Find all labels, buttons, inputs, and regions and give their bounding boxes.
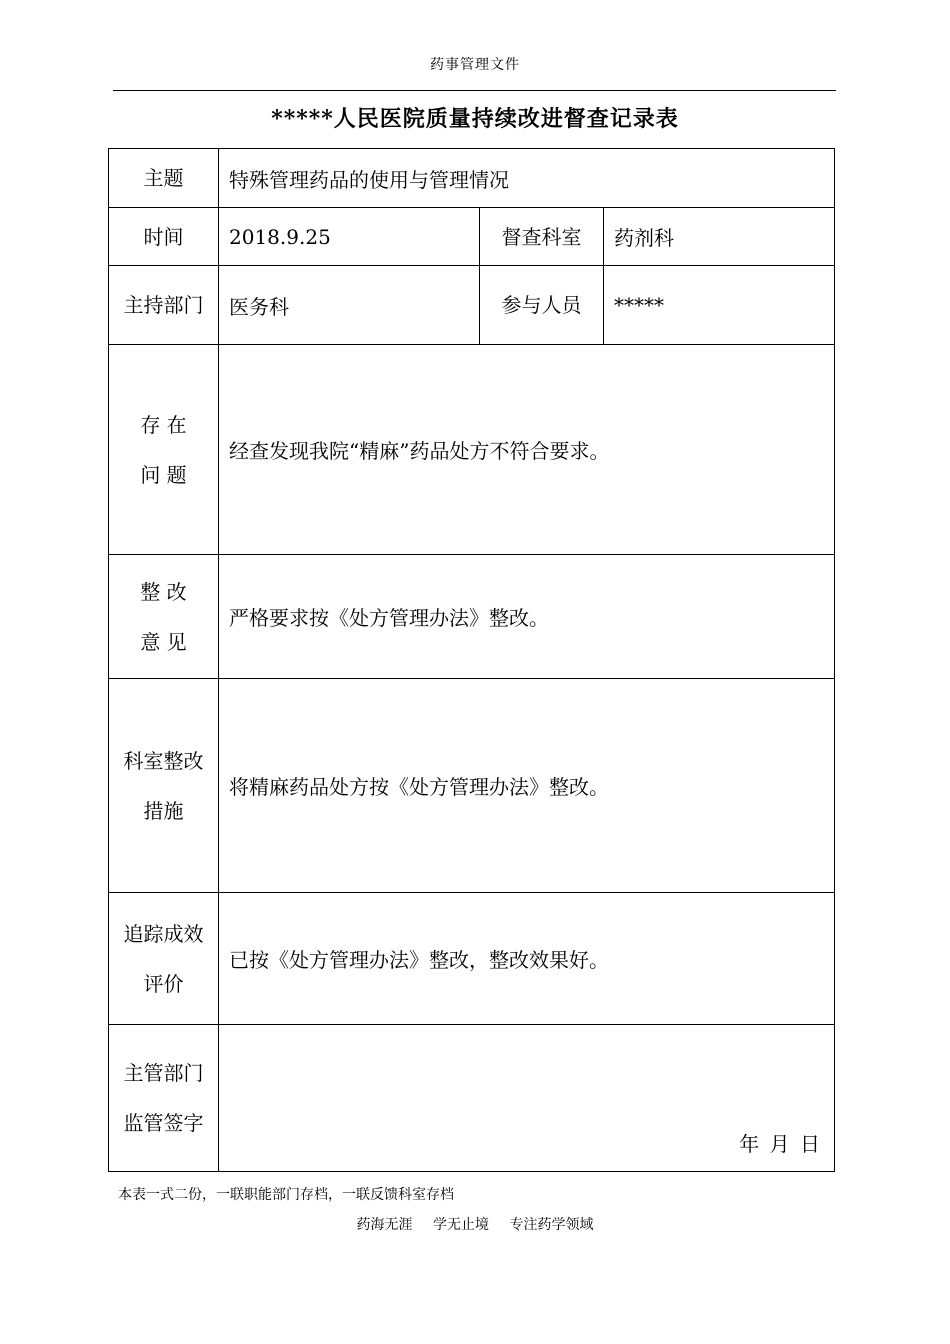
issues-label: [109, 345, 219, 555]
supervision-signature-area[interactable]: [219, 1025, 835, 1172]
slogan-part-2: 学无止境: [433, 1217, 489, 1233]
signature-date: 年 月 日: [739, 1132, 822, 1156]
participants-label: 参与人员: [480, 266, 604, 345]
row-subject: [109, 149, 835, 208]
time-label: 时间: [109, 208, 219, 266]
row-time: [109, 208, 835, 266]
header-divider: [113, 90, 836, 91]
time-value: 2018.9.25: [219, 208, 480, 266]
document-title: *****人民医院质量持续改进督查记录表: [271, 106, 679, 132]
supervision-label: [109, 1025, 219, 1172]
row-measures: [109, 679, 835, 893]
host-dept-label: 主持部门: [109, 266, 219, 345]
slogan-part-3: 专注药学领域: [509, 1217, 594, 1233]
supervision-label-line1: 主管部门: [123, 1061, 204, 1085]
measures-label-line2: 措施: [143, 798, 184, 823]
signature-box: [219, 1025, 834, 1171]
row-opinion: [109, 555, 835, 679]
page-header: 药事管理文件: [430, 57, 520, 73]
issues-value: 经查发现我院“精麻”药品处方不符合要求。: [219, 345, 835, 555]
record-table: [108, 148, 835, 1172]
supervision-label-line2: 监管签字: [123, 1111, 204, 1135]
row-supervision: [109, 1025, 835, 1172]
host-dept-value: 医务科: [219, 266, 480, 345]
opinion-label: [109, 555, 219, 679]
opinion-label-line1: 整 改: [140, 579, 187, 604]
opinion-value: 严格要求按《处方管理办法》整改。: [219, 555, 835, 679]
evaluation-value: 已按《处方管理办法》整改，整改效果好。: [219, 893, 835, 1025]
dept-checked-label: 督查科室: [480, 208, 604, 266]
evaluation-label-line2: 评价: [143, 971, 184, 996]
measures-label-line1: 科室整改: [123, 748, 204, 773]
participants-value: *****: [604, 266, 835, 345]
evaluation-label-line1: 追踪成效: [123, 921, 204, 946]
slogan-part-1: 药海无涯: [356, 1217, 413, 1233]
subject-value: 特殊管理药品的使用与管理情况: [219, 149, 835, 208]
subject-label: 主题: [109, 149, 219, 208]
footnote: 本表一式二份，一联职能部门存档，一联反馈科室存档: [118, 1187, 454, 1203]
opinion-label-line2: 意 见: [140, 629, 187, 654]
dept-checked-value: 药剂科: [604, 208, 835, 266]
measures-label: [109, 679, 219, 893]
row-host-dept: [109, 266, 835, 345]
issues-label-line1: 存 在: [140, 412, 187, 437]
evaluation-label: [109, 893, 219, 1025]
row-evaluation: [109, 893, 835, 1025]
row-issues: [109, 345, 835, 555]
measures-value: 将精麻药品处方按《处方管理办法》整改。: [219, 679, 835, 893]
footer-slogan: [0, 1214, 950, 1234]
issues-label-line2: 问 题: [140, 462, 187, 487]
